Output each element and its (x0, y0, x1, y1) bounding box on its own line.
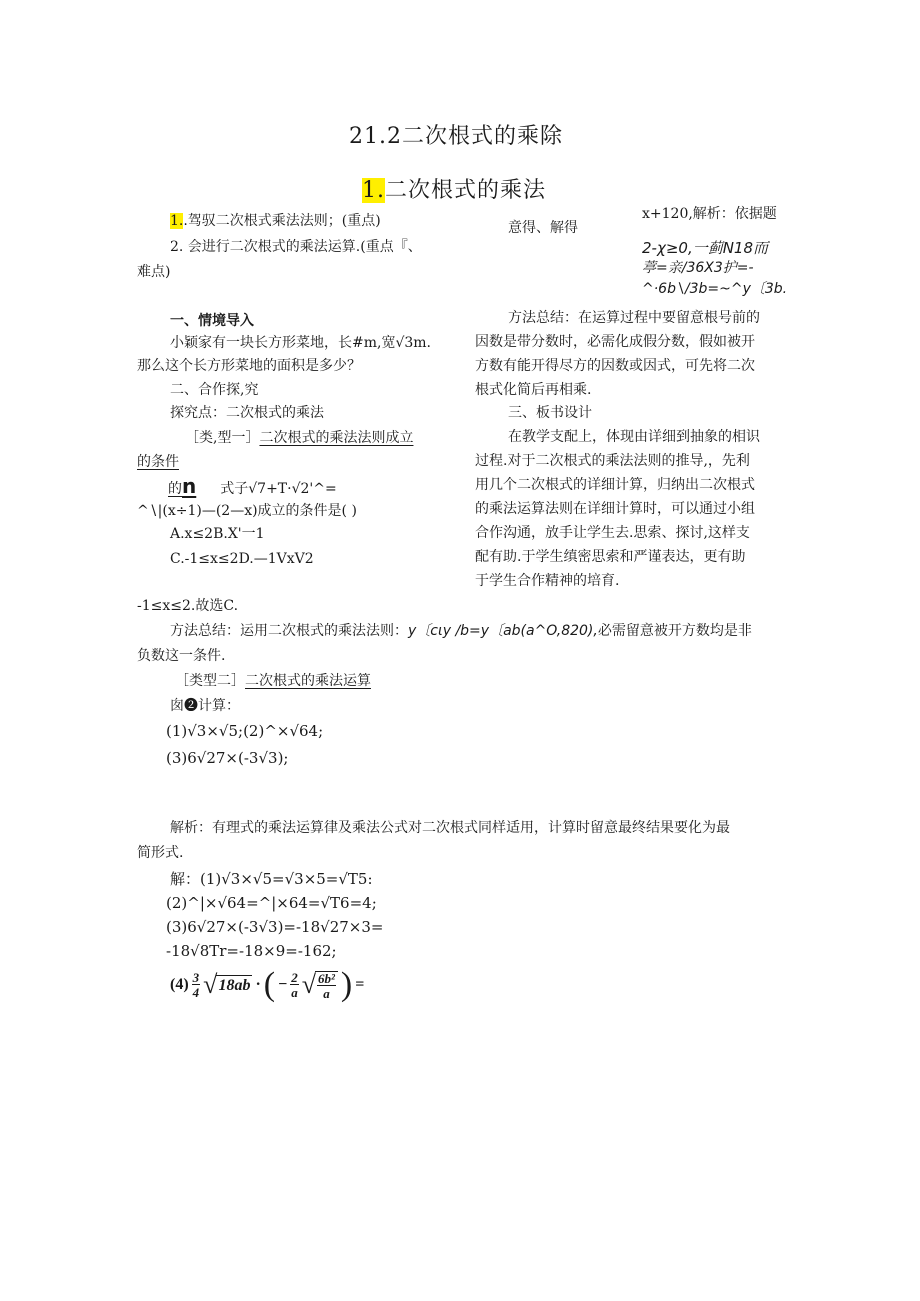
minus-sign: − (278, 976, 288, 994)
fraction-1-denominator: 4 (192, 985, 200, 1000)
page-title: 21.2二次根式的乘除 (349, 124, 563, 149)
board-line6: 配有助.于学生缜密思索和严谨表达，更有助 (475, 549, 746, 565)
method-summary-1-line2: 负数这一条件. (137, 648, 226, 664)
right-top-line2: 2-χ≥0,一蓟N18而 (642, 239, 769, 257)
right-paren-icon: ) (340, 966, 353, 1003)
subtitle-text: 二次根式的乘法 (385, 178, 547, 203)
fraction-2-numerator: 2 (291, 970, 298, 985)
solution-line1: 解：(1)√3×√5=√3×5=√T5: (170, 870, 373, 888)
solution-line5 (170, 968, 364, 1002)
analysis-line1: 解析：有理式的乘法运算律及乘法公式对二次根式同样适用，计算时留意最终结果要化为最 (170, 820, 730, 836)
type-1-label: ［类,型一］ (185, 430, 260, 446)
method-summary-1 (170, 623, 752, 640)
explore-point: 探究点：二次根式的乘法 (170, 405, 324, 421)
example-1-answer: -1≤x≤2.故选C. (137, 598, 239, 614)
goal-2-line2: 难点) (137, 264, 171, 280)
example-1-prefix: 的 (168, 481, 182, 497)
solution-5-number: (4) (170, 976, 189, 994)
subtitle (362, 178, 546, 204)
options-cd: C.-1≤x≤2D.—1VxV2 (170, 551, 314, 567)
section-1-para-line1: 小颖家有一块长方形菜地，长#m,宽√3m. (170, 335, 432, 351)
radical-sign-2-icon: √ (301, 970, 317, 1000)
type-1-title-cont: 的条件 (137, 454, 179, 470)
section-1-para-line2: 那么这个长方形菜地的面积是多少？ (137, 358, 361, 374)
fraction-2-denominator: a (291, 985, 298, 1000)
radicand-1: 18ab (218, 976, 251, 994)
right-summary-line3: 方数有能开得尽方的因数或因式，可先将二次 (475, 358, 755, 374)
fraction-3-numerator: 6b² (318, 970, 335, 986)
example-2-heading: 囱❷计算： (170, 698, 240, 714)
type-1-title: 二次根式的乘法法则成立 (259, 430, 414, 446)
method-summary-1-c: 必需留意被开方数均是非 (597, 623, 752, 639)
solution-line2: (2)^|×√64=^|×64=√T6=4; (166, 894, 377, 912)
board-heading: 三、板书设计 (508, 405, 592, 421)
board-line4: 的乘法运算法则在详细计算时，可以通过小组 (475, 501, 755, 517)
goal-2-line1: 2. 会进行二次根式的乘法运算.(重点『、 (170, 239, 422, 255)
board-line2: 过程.对于二次根式的乘法法则的推导,，先利 (475, 453, 750, 469)
options-ab: A.x≤2B.X'一1 (170, 526, 265, 542)
goal-1-text: .驾驭二次根式乘法法则；(重点) (183, 213, 381, 229)
board-line3: 用几个二次根式的详细计算，归纳出二次根式 (475, 477, 755, 493)
right-top-line1a: 意得、解得 (508, 220, 578, 236)
section-1-heading: 一、情境导入 (170, 313, 254, 329)
type-2-label: ［类型二］ (175, 673, 245, 689)
right-summary-line2: 因数是带分数时，必需化成假分数，假如被开 (475, 334, 755, 350)
analysis-line2: 简形式. (137, 845, 184, 861)
fraction-3-denominator: a (323, 985, 330, 1001)
fraction-three-quarters (192, 971, 201, 999)
left-paren-icon: ( (263, 966, 276, 1003)
example-1-n: n (182, 474, 197, 498)
multiply-dot: · (255, 976, 261, 994)
right-summary-line1: 方法总结：在运算过程中要留意根号前的 (508, 310, 760, 326)
right-summary-line4: 根式化简后再相乘. (475, 382, 592, 398)
radical-sign-icon: √ (203, 970, 218, 1000)
goal-1 (170, 213, 381, 230)
type-1-heading (185, 430, 413, 447)
method-summary-1-a: 方法总结：运用二次根式的乘法法则： (170, 623, 408, 639)
right-top-line4: ^·6b∖/3b=~^y〔3b. (642, 281, 788, 297)
subtitle-number: 1. (362, 178, 385, 203)
board-line7: 于学生合作精神的培育. (475, 573, 620, 589)
method-summary-1-formula: y〔cιy ∕b=y〔ab(a^O,820), (408, 623, 598, 639)
solution-line4: -18√8Tr=-18×9=-162; (166, 942, 337, 960)
right-top-line1b: x+120,解析：依据题 (642, 206, 777, 222)
goal-1-number: 1. (170, 213, 184, 229)
equals-sign: = (355, 976, 365, 994)
example-2-q3: (3)6√27×(-3√3); (166, 749, 289, 767)
board-line5: 合作沟通，放手让学生去.思索、探讨,这样支 (475, 525, 750, 541)
type-2-heading (175, 673, 371, 690)
example-1-line1 (168, 474, 337, 498)
example-1-expr: 式子√7+T·√2'^= (220, 481, 337, 497)
type-2-title: 二次根式的乘法运算 (245, 673, 371, 689)
example-1-line2: ^∖|(x÷1)—(2—x)成立的条件是( ) (137, 503, 357, 519)
fraction-two-over-a (290, 971, 299, 999)
fraction-radicand-2 (315, 971, 338, 1000)
fraction-1-numerator: 3 (192, 970, 200, 985)
section-2-heading: 二、合作探,究 (170, 382, 259, 398)
board-line1: 在教学支配上，体现由详细到抽象的相识 (508, 429, 760, 445)
right-top-line3: 葶=亲/36X3护=- (642, 260, 754, 276)
example-2-q1: (1)√3×√5;(2)^×√64; (166, 722, 324, 740)
solution-line3: (3)6√27×(-3√3)=-18√27×3= (166, 918, 384, 936)
